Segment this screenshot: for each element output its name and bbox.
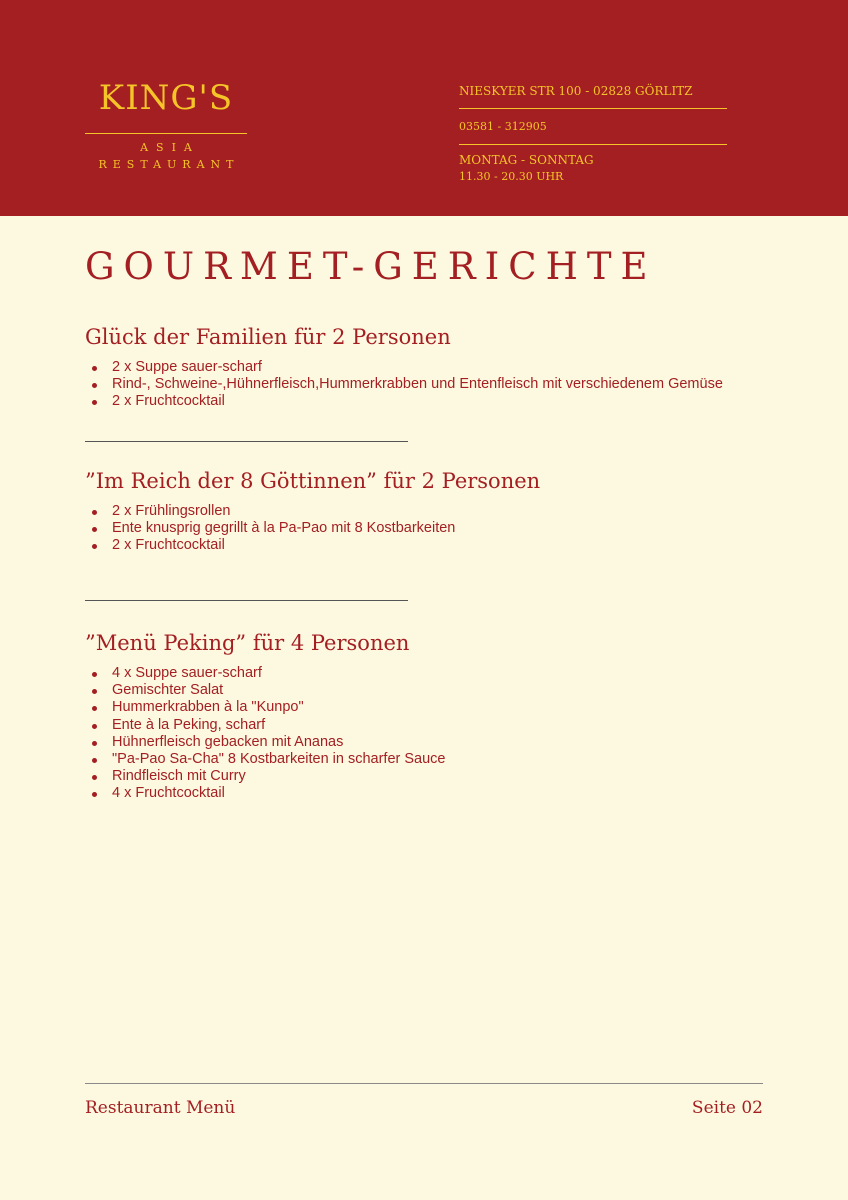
item-text: 2 x Fruchtcocktail [112, 537, 225, 554]
bullet-icon [92, 672, 97, 677]
bullet-icon [92, 706, 97, 711]
list-item [92, 734, 446, 751]
list-item [92, 393, 723, 410]
item-text: "Pa-Pao Sa-Cha" 8 Kostbarkeiten in scharfer Sauce [112, 750, 446, 767]
address-divider [459, 108, 727, 109]
list-item [92, 520, 455, 537]
item-text: Ente knusprig gegrillt à la Pa-Pao mit 8 Kostbarkeiten [112, 520, 456, 537]
list-item [92, 682, 446, 699]
bullet-icon [92, 741, 97, 746]
dish-list [92, 503, 455, 555]
dish-list [92, 359, 723, 411]
bullet-icon [92, 792, 97, 797]
item-text: Hühnerfleisch gebacken mit Ananas [112, 733, 344, 750]
item-text: 2 x Suppe sauer-scharf [112, 359, 262, 375]
item-text: Rind-, Schweine-,Hühnerfleisch,Hummerkrabben und Entenfleisch mit verschiedenem Gemüse [112, 376, 723, 393]
list-item [92, 359, 723, 376]
address-text: NIESKYER STR 100 - 02828 GÖRLITZ [459, 84, 693, 98]
list-item [92, 665, 446, 682]
bullet-icon [92, 366, 97, 371]
bullet-icon [92, 724, 97, 729]
bullet-icon [92, 758, 97, 763]
bullet-icon [92, 510, 97, 515]
item-text: 4 x Fruchtcocktail [112, 785, 225, 802]
list-item [92, 503, 455, 520]
item-text: Rindfleisch mit Curry [112, 768, 246, 785]
opening-days: MONTAG - SONNTAG [459, 153, 594, 167]
logo-subtitle-restaurant: RESTAURANT [98, 158, 240, 171]
list-item [92, 537, 455, 554]
list-item [92, 376, 723, 393]
bullet-icon [92, 544, 97, 549]
section-divider [85, 441, 408, 442]
header-banner [0, 0, 848, 216]
footer-label: Restaurant Menü [85, 1098, 236, 1118]
section-title: ”Im Reich der 8 Göttinnen” für 2 Personen [85, 469, 541, 493]
logo-subtitle-asia: ASIA [140, 141, 200, 154]
item-text: Hummerkrabben à la "Kunpo" [112, 699, 304, 716]
section-divider [85, 600, 408, 601]
opening-hours: 11.30 - 20.30 UHR [459, 170, 564, 183]
dish-list [92, 665, 446, 803]
section-title: ”Menü Peking” für 4 Personen [85, 631, 410, 655]
list-item [92, 785, 446, 802]
bullet-icon [92, 775, 97, 780]
list-item [92, 717, 446, 734]
item-text: 2 x Fruchtcocktail [112, 393, 225, 410]
bullet-icon [92, 400, 97, 405]
list-item [92, 751, 446, 768]
list-item [92, 699, 446, 716]
item-text: Gemischter Salat [112, 682, 224, 699]
item-text: 4 x Suppe sauer-scharf [112, 665, 262, 681]
bullet-icon [92, 383, 97, 388]
footer-divider [85, 1083, 763, 1084]
page-number: Seite 02 [691, 1098, 763, 1118]
item-text: 2 x Frühlingsrollen [112, 503, 231, 519]
item-text: Ente à la Peking, scharf [112, 716, 266, 733]
bullet-icon [92, 689, 97, 694]
logo-divider [85, 133, 247, 134]
logo-title: KING'S [98, 78, 234, 118]
bullet-icon [92, 527, 97, 532]
list-item [92, 768, 446, 785]
phone-divider [459, 144, 727, 145]
phone-text: 03581 - 312905 [459, 120, 547, 133]
section-title: Glück der Familien für 2 Personen [85, 325, 451, 349]
page-title: GOURMET-GERICHTE [85, 245, 657, 288]
